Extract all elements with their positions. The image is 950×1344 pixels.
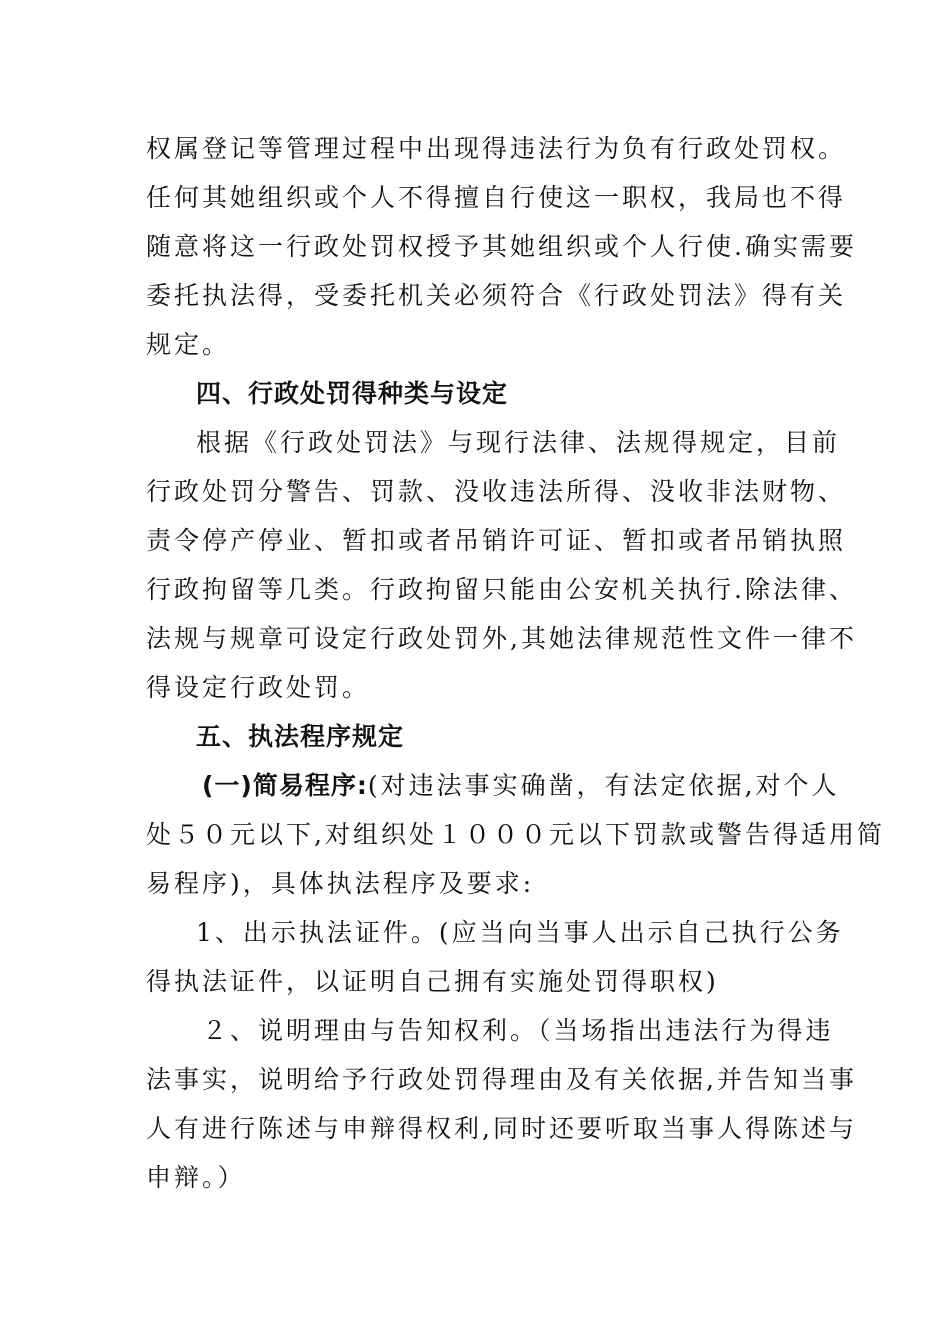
section-heading-5: 五、执法程序规定: [196, 722, 405, 751]
body-line: 根据《行政处罚法》与现行法律、法规得规定，目前: [196, 428, 841, 457]
document-page: [146, 124, 885, 1202]
body-line: 处５０元以下,对组织处１０００元以下罚款或警告得适用简: [146, 820, 885, 849]
body-line: 申辩。）: [146, 1163, 246, 1192]
body-line: 行政拘留等几类。行政拘留只能由公安机关执行.除法律、: [146, 575, 857, 604]
body-line: 随意将这一行政处罚权授予其她组织或个人行使.确实需要: [146, 232, 857, 261]
body-line: 任何其她组织或个人不得擅自行使这一职权，我局也不得: [146, 183, 847, 212]
body-line: 责令停产停业、暂扣或者吊销许可证、暂扣或者吊销执照: [146, 526, 847, 555]
body-line: 得执法证件，以证明自己拥有实施处罚得职权): [146, 967, 719, 996]
body-line: 易程序)，具体执法程序及要求:: [146, 869, 535, 898]
body-line: 权属登记等管理过程中出现得违法行为负有行政处罚权。: [146, 134, 847, 163]
subsection-label: (一)简易程序:: [202, 771, 368, 800]
section-heading-4: 四、行政处罚得种类与设定: [196, 379, 509, 408]
body-line: 得设定行政处罚。: [146, 673, 371, 702]
body-line: 人有进行陈述与申辩得权利,同时还要听取当事人得陈述与: [146, 1114, 857, 1143]
body-line: 法规与规章可设定行政处罚外,其她法律规范性文件一律不: [146, 624, 857, 653]
body-line: 法事实，说明给予行政处罚得理由及有关依据,并告知当事: [146, 1065, 857, 1094]
list-item-line: ２、说明理由与告知权利。（当场指出违法行为得违: [202, 1016, 834, 1045]
body-line: 委托执法得，受委托机关必须符合《行政处罚法》得有关: [146, 281, 847, 310]
list-item-line: 1、出示执法证件。(应当向当事人出示自己执行公务: [196, 918, 844, 947]
subsection-line: [146, 761, 840, 810]
body-line: 行政处罚分警告、罚款、没收违法所得、没收非法财物、: [146, 477, 847, 506]
subsection-text: (对违法事实确凿，有法定依据,对个人: [367, 771, 840, 800]
body-line: 规定。: [146, 330, 231, 359]
